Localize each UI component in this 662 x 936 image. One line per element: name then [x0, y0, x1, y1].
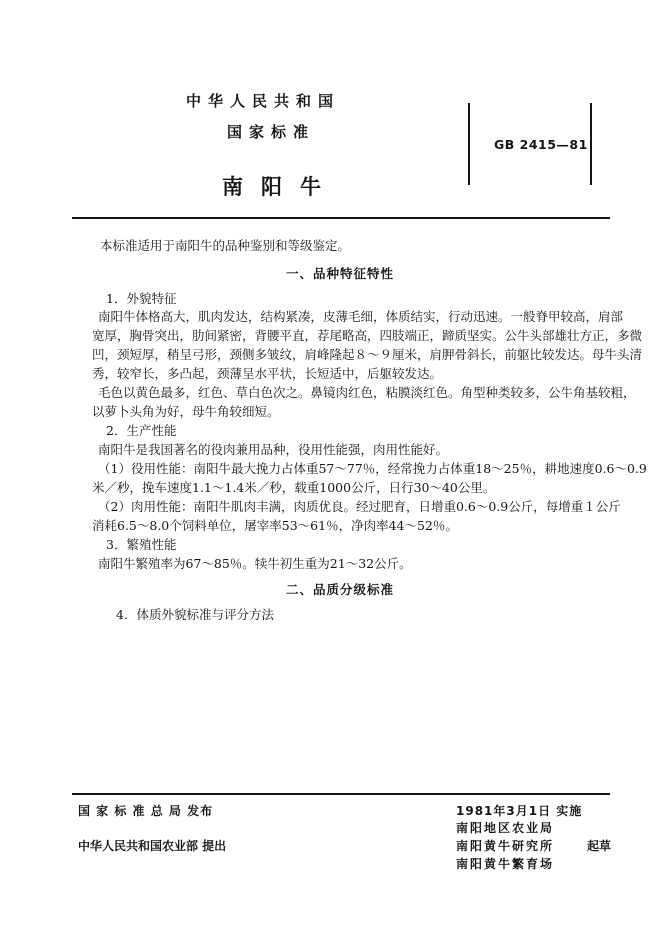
country-name: 中华人民共和国: [186, 92, 341, 110]
item-2-intro: 南阳牛是我国著名的役肉兼用品种，役用性能强，肉用性能好。: [98, 442, 449, 457]
section-1-title: 一、品种特征特性: [286, 266, 395, 281]
standard-code: GB 2415—81: [494, 137, 588, 152]
item-2-meat-line: （2）肉用性能：南阳牛肌肉丰满，肉质优良。经过肥育，日增重0.6～0.9公斤，每增重１公斤: [98, 499, 621, 514]
item-2-work-line: （1）役用性能：南阳牛最大挽力占体重57～77％，经常挽力占体重18～25％，耕地速度0.6～0.9: [98, 461, 647, 476]
drafter-2: 南阳黄牛研究所: [456, 839, 555, 853]
item-1-line: 南阳牛体格高大，肌肉发达，结构紧凑，皮薄毛细，体质结实，行动迅速。一般脊甲较高，肩部: [98, 309, 624, 324]
item-1-paragraph: [92, 307, 642, 383]
item-1-line: 宽厚，胸骨突出，肋间紧密，背腰平直，荐尾略高，四肢端正，蹄质坚实。公牛头部雄壮方正，多微: [92, 328, 643, 343]
draft-label: 起草: [587, 839, 612, 853]
item-3-title: 3．繁殖性能: [106, 537, 177, 552]
item-1-line: 凹，颈短厚，稍呈弓形，颈侧多皱纹，肩峰隆起８～９厘米，肩胛骨斜长，前躯比较发达。母牛头清: [92, 347, 643, 362]
item-4-title: 4．体质外貌标准与评分方法: [116, 607, 274, 622]
item-2-title: 2．生产性能: [106, 423, 177, 438]
proposer-line: 中华人民共和国农业部 提出: [78, 839, 227, 853]
item-1-color-paragraph: [92, 383, 636, 421]
item-2-meat-line: 消耗6.5～8.0个饲料单位，屠宰率53～61％，净肉率44～52％。: [92, 518, 458, 533]
section-2-title: 二、品质分级标准: [286, 582, 395, 597]
issuer-line: 国 家 标 准 总 局 发布: [78, 804, 214, 818]
header-divider: [72, 217, 610, 219]
footer-divider: [72, 793, 610, 795]
item-2-work-line: 米／秒，挽车速度1.1～1.4米／秒，载重1000公斤，日行30～40公里。: [92, 480, 496, 495]
document-title: 南阳牛: [222, 175, 339, 199]
item-1-color-line: 毛色以黄色最多，红色、草白色次之。鼻镜肉红色，粘膜淡红色。角型种类较多，公牛角基较粗，: [98, 385, 636, 400]
item-2-work-paragraph: [92, 459, 647, 497]
standard-type: 国家标准: [227, 123, 316, 141]
effective-date: 1981年3月1日 实施: [456, 804, 583, 818]
standard-code-box: [468, 103, 592, 185]
item-1-color-line: 以萝卜头角为好，母牛角较细短。: [92, 404, 280, 419]
item-3-text: 南阳牛繁殖率为67～85％。犊牛初生重为21～32公斤。: [98, 556, 412, 571]
intro-text: 本标准适用于南阳牛的品种鉴别和等级鉴定。: [100, 238, 351, 253]
item-2-meat-paragraph: [92, 497, 621, 535]
drafter-1: 南阳地区农业局: [456, 821, 555, 835]
item-1-line: 秀，较窄长，多凸起，颈薄呈水平状，长短适中，后躯较发达。: [92, 366, 443, 381]
drafter-3: 南阳黄牛繁育场: [456, 857, 555, 871]
item-1-title: 1．外貌特征: [106, 291, 177, 306]
